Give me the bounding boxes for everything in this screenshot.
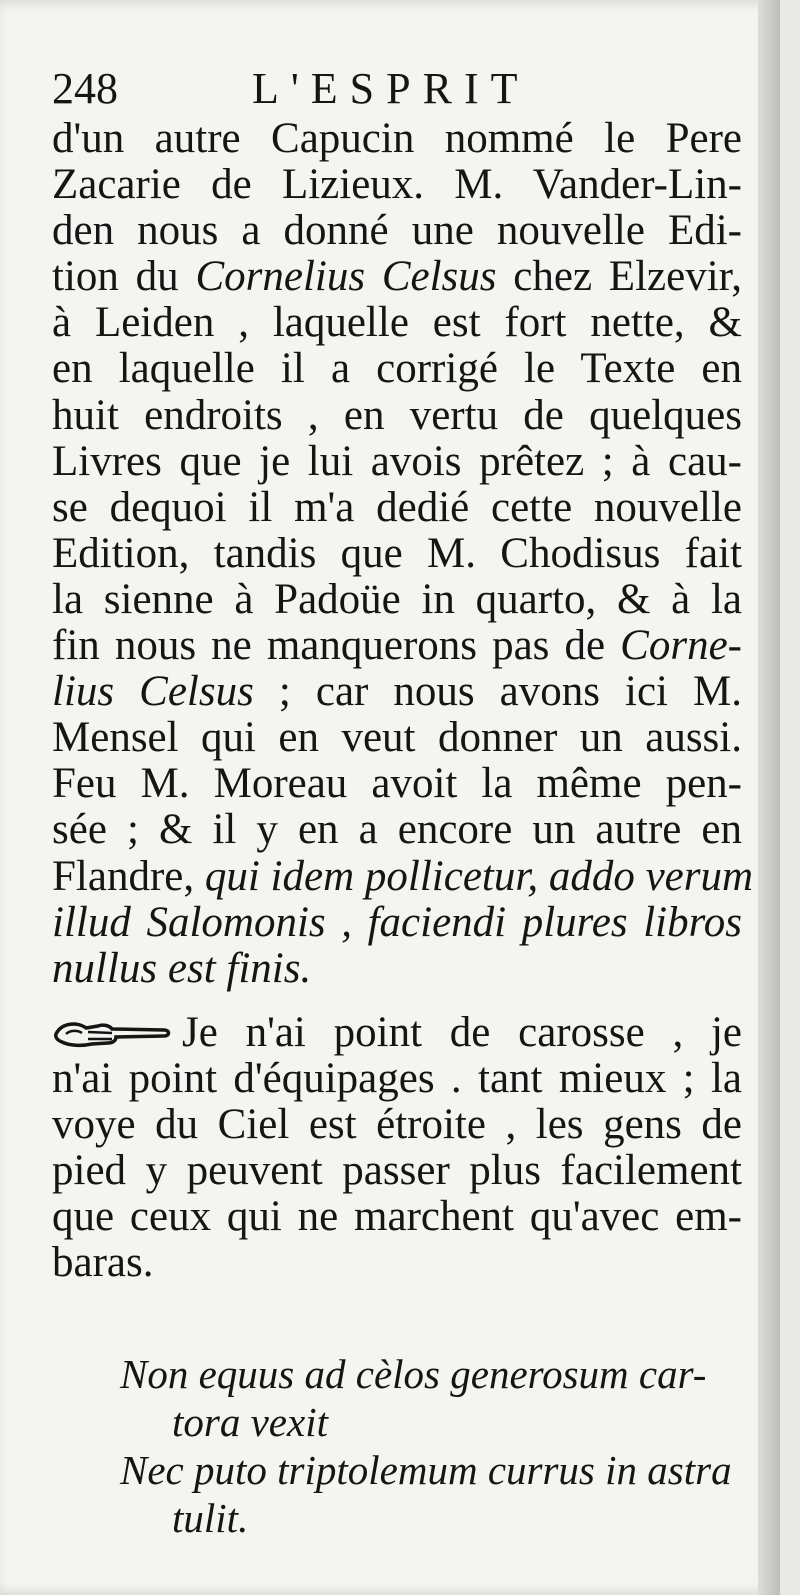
text-line: pied y peuvent passer plus facilement <box>52 1147 742 1195</box>
text-line: tion du Cornelius Celsus chez Elzevir, <box>52 253 742 301</box>
text-line: Flandre, qui idem pollicetur, addo verum <box>52 852 754 900</box>
text-line: illud Salomonis , faciendi plures libros <box>52 898 742 946</box>
verse-line: Non equus ad cèlos generosum car- <box>120 1351 707 1398</box>
text-line: Feu M. Moreau avoit la même pen- <box>52 760 742 808</box>
page-number: 248 <box>52 64 118 113</box>
text-line: den nous a donné une nouvelle Edi- <box>52 207 742 255</box>
text-line: que ceux qui ne marchent qu'avec em- <box>52 1193 742 1241</box>
verse-line-continuation: tora vexit <box>172 1399 328 1446</box>
text-line: se dequoi il m'a dedié cette nouvelle <box>52 483 742 531</box>
text-line: à Leiden , laquelle est fort nette, & <box>52 299 742 347</box>
text-line: Je n'ai point de carosse , je <box>52 1010 742 1056</box>
text-line: Livres que je lui avois prêtez ; à cau- <box>52 437 742 485</box>
text-line: la sienne à Padoüe in quarto, & à la <box>52 575 742 623</box>
paragraph-1 <box>52 115 754 992</box>
text-line: Edition, tandis que M. Chodisus fait <box>52 529 742 577</box>
text-line: voye du Ciel est étroite , les gens de <box>52 1100 742 1148</box>
text-line: Mensel qui en veut donner un aussi. <box>52 714 742 762</box>
latin-verse <box>52 1350 742 1542</box>
text-line: fin nous ne manquerons pas de Corne- <box>52 622 742 670</box>
text-line: Zacarie de Lizieux. M. Vander-Lin- <box>52 161 742 209</box>
text-line: lius Celsus ; car nous avons ici M. <box>52 668 742 716</box>
page-text <box>52 62 754 1542</box>
text-line: en laquelle il a corrigé le Texte en <box>52 345 742 393</box>
text-line: baras. <box>52 1239 154 1287</box>
verse-line: Nec puto triptolemum currus in astra <box>120 1447 732 1494</box>
text-line: n'ai point d'équipages . tant mieux ; la <box>52 1054 742 1102</box>
verse-line-continuation: tulit. <box>172 1495 249 1542</box>
running-title: L'ESPRIT <box>252 64 530 113</box>
running-header <box>52 62 742 116</box>
text-line: d'un autre Capucin nommé le Pere <box>52 115 742 162</box>
text-line: huit endroits , en vertu de quelques <box>52 391 742 439</box>
pointing-hand-icon <box>52 1016 172 1050</box>
text-line: nullus est finis. <box>52 944 312 992</box>
page-edge-shadow <box>758 0 780 1595</box>
paragraph-2 <box>52 1010 742 1287</box>
text-line: sée ; & il y en a encore un autre en <box>52 806 742 854</box>
